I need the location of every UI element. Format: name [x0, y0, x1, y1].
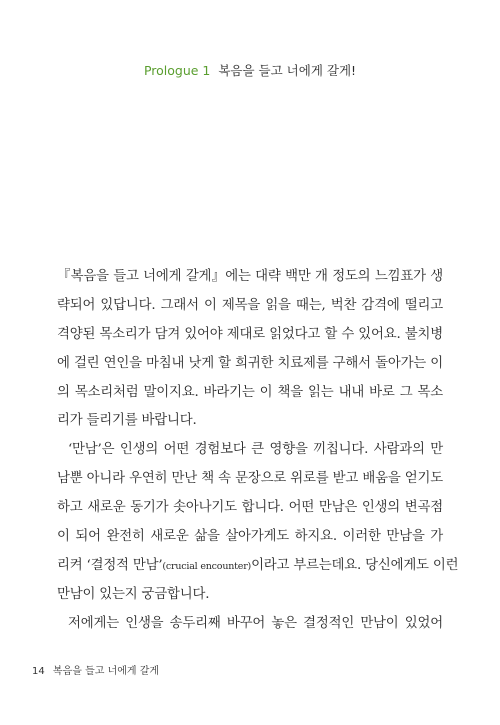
paragraph-2-line-5-start: 리켜 ‘결정적 만남’: [57, 557, 163, 573]
page-number: 14: [32, 666, 45, 677]
paragraph-2-line-2: 남뿐 아니라 우연히 만난 책 속 문장으로 위로를 받고 배움을 얻기도: [57, 471, 443, 487]
paragraph-2-line-4: 이 되어 완전히 새로운 삶을 살아가게도 하지요. 이러한 만남을 가: [57, 529, 443, 545]
paragraph-1-line-6: 리가 들리기를 바랍니다.: [57, 413, 197, 429]
paragraph-2-line-5-end: 이라고 부르는데요. 당신에게도 이런: [251, 557, 459, 573]
paragraph-1-line-3: 격양된 목소리가 담겨 있어야 제대로 읽었다고 할 수 있어요. 불치병: [57, 326, 443, 342]
paragraph-1-line-4: 에 걸린 연인을 마침내 낫게 할 희귀한 치료제를 구해서 돌아가는 이: [57, 355, 443, 371]
paragraph-2-line-1: ‘만남’은 인생의 어떤 경험보다 큰 영향을 끼칩니다. 사람과의 만: [68, 442, 443, 458]
paragraph-1-line-1: 『복음을 들고 너에게 갈게』에는 대략 백만 개 정도의 느낌표가 생: [57, 269, 443, 284]
paragraph-2-line-6: 만남이 있는지 궁금합니다.: [57, 586, 210, 602]
paragraph-1-line-2: 략되어 있답니다. 그래서 이 제목을 읽을 때는, 벅찬 감격에 떨리고: [57, 297, 443, 313]
running-title: 복음을 들고 너에게 갈게: [52, 666, 160, 677]
body-text: [57, 263, 459, 639]
page-footer: [32, 665, 159, 679]
chapter-title: 복음을 들고 너에게 갈게!: [218, 63, 357, 78]
paragraph-3-line-1: 저에게는 인생을 송두리째 바꾸어 놓은 결정적인 만남이 있었어: [68, 615, 443, 631]
crucial-encounter-gloss: (crucial encounter): [162, 560, 252, 572]
paragraph-2-line-3: 하고 새로운 동기가 솟아나기도 합니다. 어떤 만남은 인생의 변곡점: [57, 500, 443, 516]
paragraph-1-line-5: 의 목소리처럼 말이지요. 바라기는 이 책을 읽는 내내 바로 그 목소: [57, 384, 443, 400]
paragraph-2-line-5: [57, 552, 459, 581]
chapter-header: [0, 62, 500, 80]
prologue-label: Prologue 1: [143, 63, 211, 78]
